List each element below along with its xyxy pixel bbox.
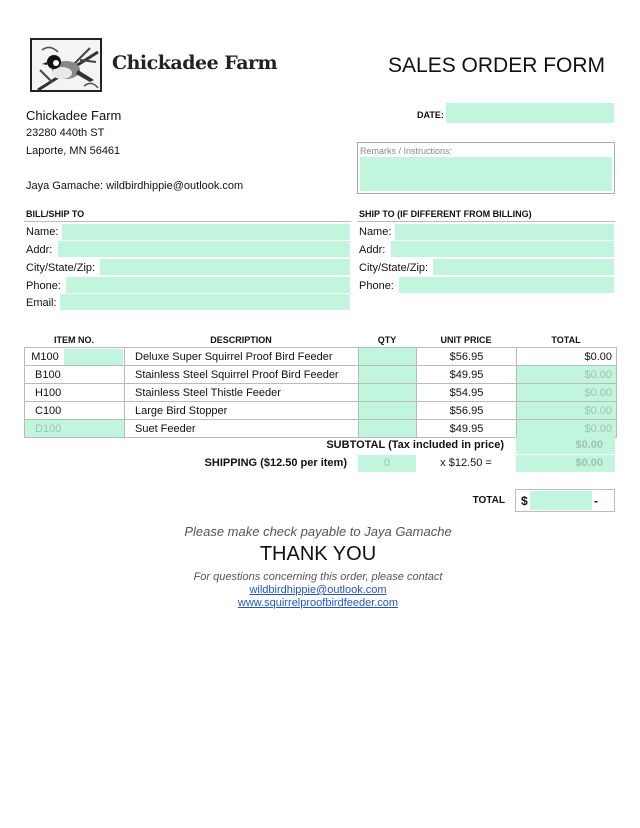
table-row (25, 402, 617, 420)
col-header-unit-price: UNIT PRICE (440, 335, 492, 345)
table-row (25, 420, 617, 438)
line-total: $0.00 (517, 348, 617, 366)
chickadee-bird-icon (30, 38, 102, 92)
qty-input[interactable] (359, 348, 417, 366)
remarks-placeholder: Remarks / Instructions: (360, 146, 453, 156)
total-fill (530, 491, 592, 510)
unit-price: $49.95 (417, 366, 517, 384)
unit-price: $54.95 (417, 384, 517, 402)
check-payable-note: Please make check payable to Jaya Gamache (184, 524, 452, 539)
bill-email-label: Email: (26, 297, 57, 309)
item-no: H100 (25, 384, 125, 402)
unit-price: $56.95 (417, 402, 517, 420)
col-header-description: DESCRIPTION (210, 335, 272, 345)
form-title: SALES ORDER FORM (388, 54, 606, 77)
total-label: TOTAL (472, 495, 505, 506)
questions-note: For questions concerning this order, please contact (193, 571, 443, 583)
thank-you-heading: THANK YOU (259, 543, 377, 565)
item-cell (25, 348, 125, 366)
website-link[interactable]: www.squirrelproofbirdfeeder.com (237, 597, 399, 609)
item-no: C100 (25, 402, 125, 420)
ship-to-divider (357, 221, 615, 222)
total-value: - (594, 494, 598, 508)
shipping-label: SHIPPING ($12.50 per item) (204, 457, 347, 469)
item-description: Large Bird Stopper (125, 402, 359, 420)
line-total: $0.00 (517, 384, 617, 402)
brand-name: Chickadee Farm (112, 52, 278, 74)
bill-city-field[interactable] (100, 259, 350, 275)
seller-address-line2: Laporte, MN 56461 (26, 145, 121, 157)
qty-input[interactable] (359, 366, 417, 384)
seller-contact: Jaya Gamache: wildbirdhippie@outlook.com (26, 180, 244, 192)
item-no: M100 (31, 350, 59, 363)
unit-price: $56.95 (417, 348, 517, 366)
col-header-total: TOTAL (551, 335, 581, 345)
ship-name-label: Name: (359, 226, 392, 238)
ship-to-title: SHIP TO (IF DIFFERENT FROM BILLING) (359, 209, 532, 219)
item-description: Stainless Steel Thistle Feeder (125, 384, 359, 402)
item-description: Deluxe Super Squirrel Proof Bird Feeder (125, 348, 359, 366)
bill-addr-label: Addr: (26, 244, 53, 256)
date-label: DATE: (417, 110, 444, 120)
bill-phone-label: Phone: (26, 280, 61, 292)
unit-price: $49.95 (417, 420, 517, 438)
bill-phone-field[interactable] (66, 277, 350, 293)
qty-input[interactable] (359, 402, 417, 420)
bill-ship-divider (24, 221, 351, 222)
ship-name-field[interactable] (395, 224, 614, 240)
shipping-qty-input[interactable]: 0 (358, 455, 416, 472)
bill-name-field[interactable] (62, 224, 350, 240)
shipping-rate: x $12.50 = (440, 457, 492, 469)
item-description: Suet Feeder (125, 420, 359, 438)
ship-phone-field[interactable] (399, 277, 614, 293)
bill-ship-title: BILL/SHIP TO (26, 209, 85, 219)
line-total: $0.00 (517, 420, 617, 438)
col-header-qty: QTY (377, 335, 397, 345)
contact-email-link[interactable]: wildbirdhippie@outlook.com (249, 584, 387, 596)
items-table (24, 347, 617, 438)
table-row (25, 366, 617, 384)
item-no[interactable]: D100 (25, 420, 125, 438)
date-field[interactable] (446, 103, 614, 123)
col-header-item: ITEM NO. (54, 335, 94, 345)
item-no-fill[interactable] (64, 349, 123, 365)
ship-phone-label: Phone: (359, 280, 394, 292)
ship-city-field[interactable] (433, 259, 614, 275)
total-currency: $ (521, 494, 528, 508)
bill-city-label: City/State/Zip: (26, 262, 96, 274)
bill-name-label: Name: (26, 226, 59, 238)
item-description: Stainless Steel Squirrel Proof Bird Feeder (125, 366, 359, 384)
seller-address-line1: 23280 440th ST (26, 127, 105, 139)
remarks-box[interactable] (357, 142, 615, 194)
table-row (25, 348, 617, 366)
subtotal-label: SUBTOTAL (Tax included in price) (326, 439, 504, 451)
bill-email-field[interactable] (60, 294, 350, 310)
ship-addr-field[interactable] (391, 241, 614, 257)
bill-addr-field[interactable] (58, 241, 350, 257)
seller-name: Chickadee Farm (26, 108, 122, 123)
shipping-value: $0.00 (516, 455, 615, 472)
item-no: B100 (25, 366, 125, 384)
line-total: $0.00 (517, 366, 617, 384)
table-row (25, 384, 617, 402)
total-box (515, 489, 615, 512)
line-total: $0.00 (517, 402, 617, 420)
qty-input[interactable] (359, 420, 417, 438)
subtotal-value: $0.00 (516, 437, 615, 454)
ship-addr-label: Addr: (359, 244, 386, 256)
qty-input[interactable] (359, 384, 417, 402)
remarks-input[interactable] (360, 157, 612, 191)
ship-city-label: City/State/Zip: (359, 262, 429, 274)
